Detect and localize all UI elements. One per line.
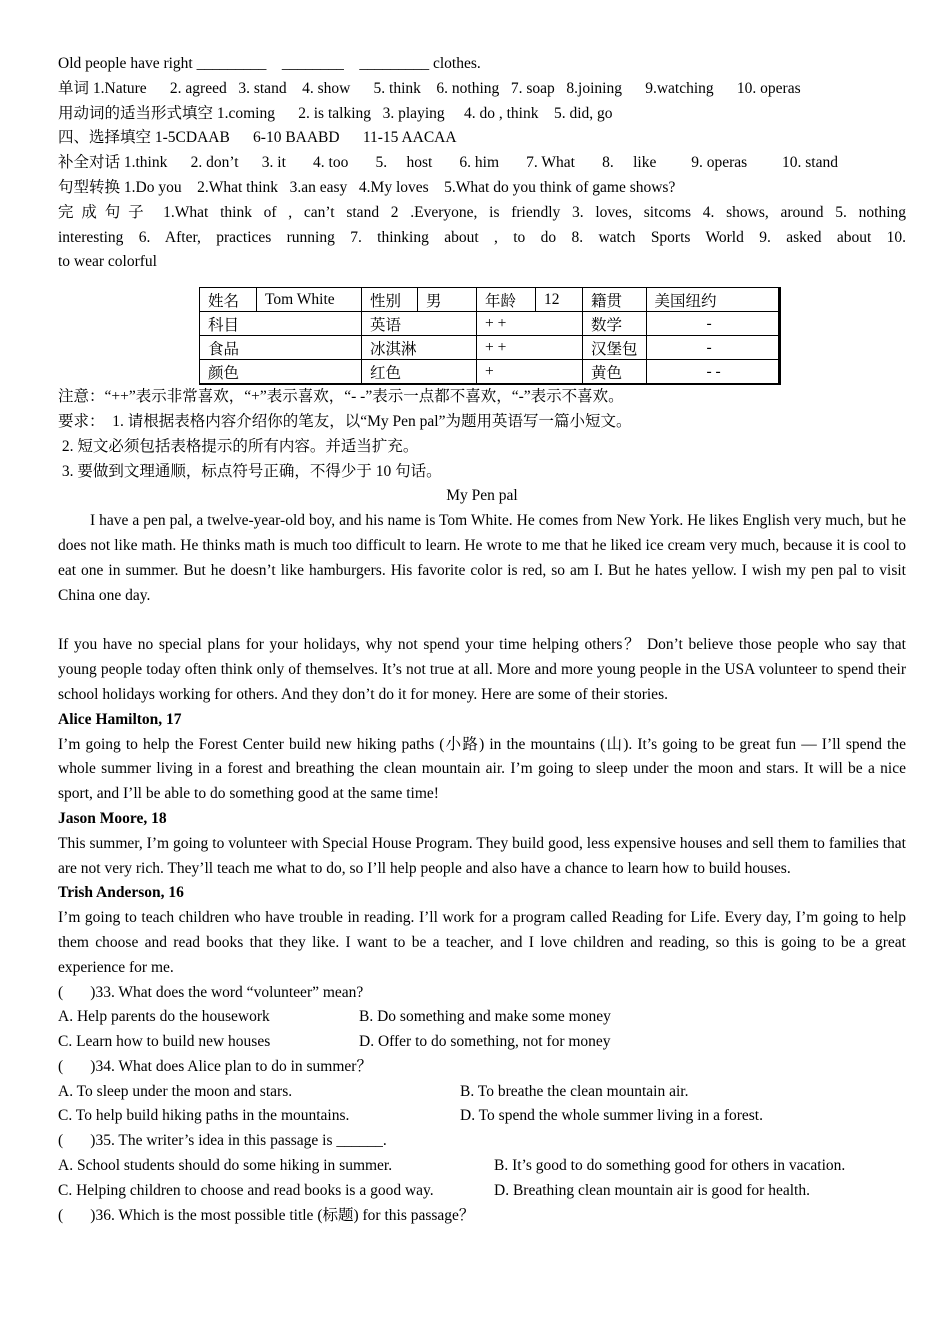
table-cell: 红色 [362, 360, 477, 385]
question-34-options-row1 [58, 1080, 906, 1105]
story-text-alice: I’m going to help the Forest Center build new hiking paths (小路) in the mountains (山). It’s going to be great fun — I’ll spend the whole summer living in a forest and breathing the clean mountain air. I’m going to sleep under the moon and stars. It will be a nice sport, and I’ll be able to do something good at the same time! [58, 735, 906, 803]
answer-line-transform: 句型转换 1.Do you 2.What think 3.an easy 4.My loves 5.What do you think of game shows? [58, 178, 676, 196]
pen-pal-table [199, 287, 781, 385]
table-cell: Tom White [257, 288, 362, 312]
table-cell: 黄色 [583, 360, 647, 385]
answer-line-complete-2: interesting 6. After, practices running 7. thinking about , to do 8. watch Sports World 9. asked about 10. [58, 228, 906, 246]
answer-line-multiple-choice: 四、选择填空 1-5CDAAB 6-10 BAABD 11-15 AACAA [58, 129, 457, 147]
story-name-jason: Jason Moore, 18 [58, 809, 167, 827]
requirement-3: 3. 要做到文理通顺，标点符号正确，不得少于 10 句话。 [58, 462, 442, 480]
option: A. Help parents do the housework [58, 1008, 270, 1026]
question-34-options-row2 [58, 1104, 906, 1129]
answer-line-verb-forms: 用动词的适当形式填空 1.coming 2. is talking 3. playing 4. do , think 5. did, go [58, 104, 613, 122]
option: A. To sleep under the moon and stars. [58, 1082, 293, 1100]
table-cell: 食品 [200, 336, 362, 360]
table-row [200, 336, 780, 360]
table-cell: 颜色 [200, 360, 362, 385]
table-row [200, 312, 780, 336]
question-35-options-row1 [58, 1154, 906, 1179]
table-cell: + + [477, 312, 583, 336]
table-cell: + + [477, 336, 583, 360]
answer-line-dialogue: 补全对话 1.think 2. don’t 3. it 4. too 5. host 6. him 7. What 8. like 9. operas 10. stand [58, 154, 838, 172]
table-cell: 12 [536, 288, 583, 312]
option: A. School students should do some hiking in summer. [58, 1157, 393, 1175]
table-cell: 科目 [200, 312, 362, 336]
table-cell: 年龄 [477, 288, 536, 312]
table-cell: 籍贯 [583, 288, 647, 312]
table-cell: 汉堡包 [583, 336, 647, 360]
story-name-trish: Trish Anderson, 16 [58, 884, 184, 902]
answer-line-complete-1: 完成句子 1.What think of , can’t stand 2 .Everyone, is friendly 3. loves, sitcoms 4. shows, around 5. nothing [58, 203, 906, 221]
answer-line-complete-3: to wear colorful [58, 253, 157, 271]
option: C. Learn how to build new houses [58, 1033, 271, 1051]
table-cell: - [646, 336, 779, 360]
question-33-options-row2 [58, 1030, 906, 1055]
option: D. Breathing clean mountain air is good for health. [494, 1181, 810, 1199]
table-row [200, 288, 780, 312]
requirement-2: 2. 短文必须包括表格提示的所有内容。并适当扩充。 [58, 437, 419, 455]
requirement-1: 要求： 1. 请根据表格内容介绍你的笔友，以“My Pen pal”为题用英语写一篇小短文。 [58, 412, 632, 430]
answer-line-vocabulary: 单词 1.Nature 2. agreed 3. stand 4. show 5. think 6. nothing 7. soap 8.joining 9.watching 10. operas [58, 79, 801, 97]
option: D. Offer to do something, not for money [359, 1033, 611, 1051]
table-cell: 姓名 [200, 288, 257, 312]
table-cell: 数学 [583, 312, 647, 336]
table-cell: 性别 [362, 288, 418, 312]
table-cell: + [477, 360, 583, 385]
answer-line-clothes: Old people have right _________ ________ _________ clothes. [58, 55, 481, 72]
question-36: ( )36. Which is the most possible title (标题) for this passage？ [58, 1206, 475, 1224]
story-text-trish: I’m going to teach children who have trouble in reading. I’ll work for a program called Reading for Life. Every day, I’m going to help them choose and read books that they like. I want to be a teacher, and I love children and reading, so this is going to be a great experience for me. [58, 909, 906, 976]
essay-title: My Pen pal [446, 487, 518, 505]
option: B. It’s good to do something good for others in vacation. [494, 1157, 846, 1175]
table-cell: 美国纽约 [646, 288, 779, 312]
question-33: ( )33. What does the word “volunteer” mean? [58, 983, 364, 1001]
table-cell: 英语 [362, 312, 477, 336]
question-34: ( )34. What does Alice plan to do in summer？ [58, 1057, 372, 1075]
option: C. Helping children to choose and read books is a good way. [58, 1181, 434, 1199]
table-cell: 男 [418, 288, 477, 312]
option: D. To spend the whole summer living in a forest. [460, 1107, 763, 1125]
question-35: ( )35. The writer’s idea in this passage is ______. [58, 1132, 387, 1150]
table-cell: - [646, 312, 779, 336]
option: C. To help build hiking paths in the mountains. [58, 1107, 350, 1125]
essay-body: I have a pen pal, a twelve-year-old boy, and his name is Tom White. He comes from New York. He likes English very much, but he does not like math. He thinks math is much too difficult to learn. He wrote to me that he liked ice cream very much, because it is cool to eat one in summer. But he doesn’t like hamburgers. His favorite color is red, so am I. But he hates yellow. I wish my pen pal to visit China one day. [58, 512, 906, 604]
option: B. Do something and make some money [359, 1008, 611, 1026]
question-35-options-row2 [58, 1179, 906, 1204]
passage-intro: If you have no special plans for your holidays, why not spend your time helping others？ Don’t believe those people who say that young people today often think only of themselves. It’s not true at all. More and more young people in the USA volunteer to spend their school holidays working for others. And they don’t do it for money. Here are some of their stories. [58, 636, 906, 703]
table-note: 注意：“++”表示非常喜欢，“+”表示喜欢，“- -”表示一点都不喜欢，“-”表示不喜欢。 [58, 388, 624, 406]
story-name-alice: Alice Hamilton, 17 [58, 710, 182, 728]
question-33-options-row1 [58, 1005, 906, 1030]
document-page [58, 52, 906, 1228]
option: B. To breathe the clean mountain air. [460, 1082, 689, 1100]
table-cell: - - [646, 360, 779, 385]
story-text-jason: This summer, I’m going to volunteer with Special House Program. They build good, less expensive houses and sell them to families that are not very rich. They’ll teach me what to do, so I’ll help people and also have a chance to learn how to build houses. [58, 834, 906, 877]
table-row [200, 360, 780, 385]
table-cell: 冰淇淋 [362, 336, 477, 360]
